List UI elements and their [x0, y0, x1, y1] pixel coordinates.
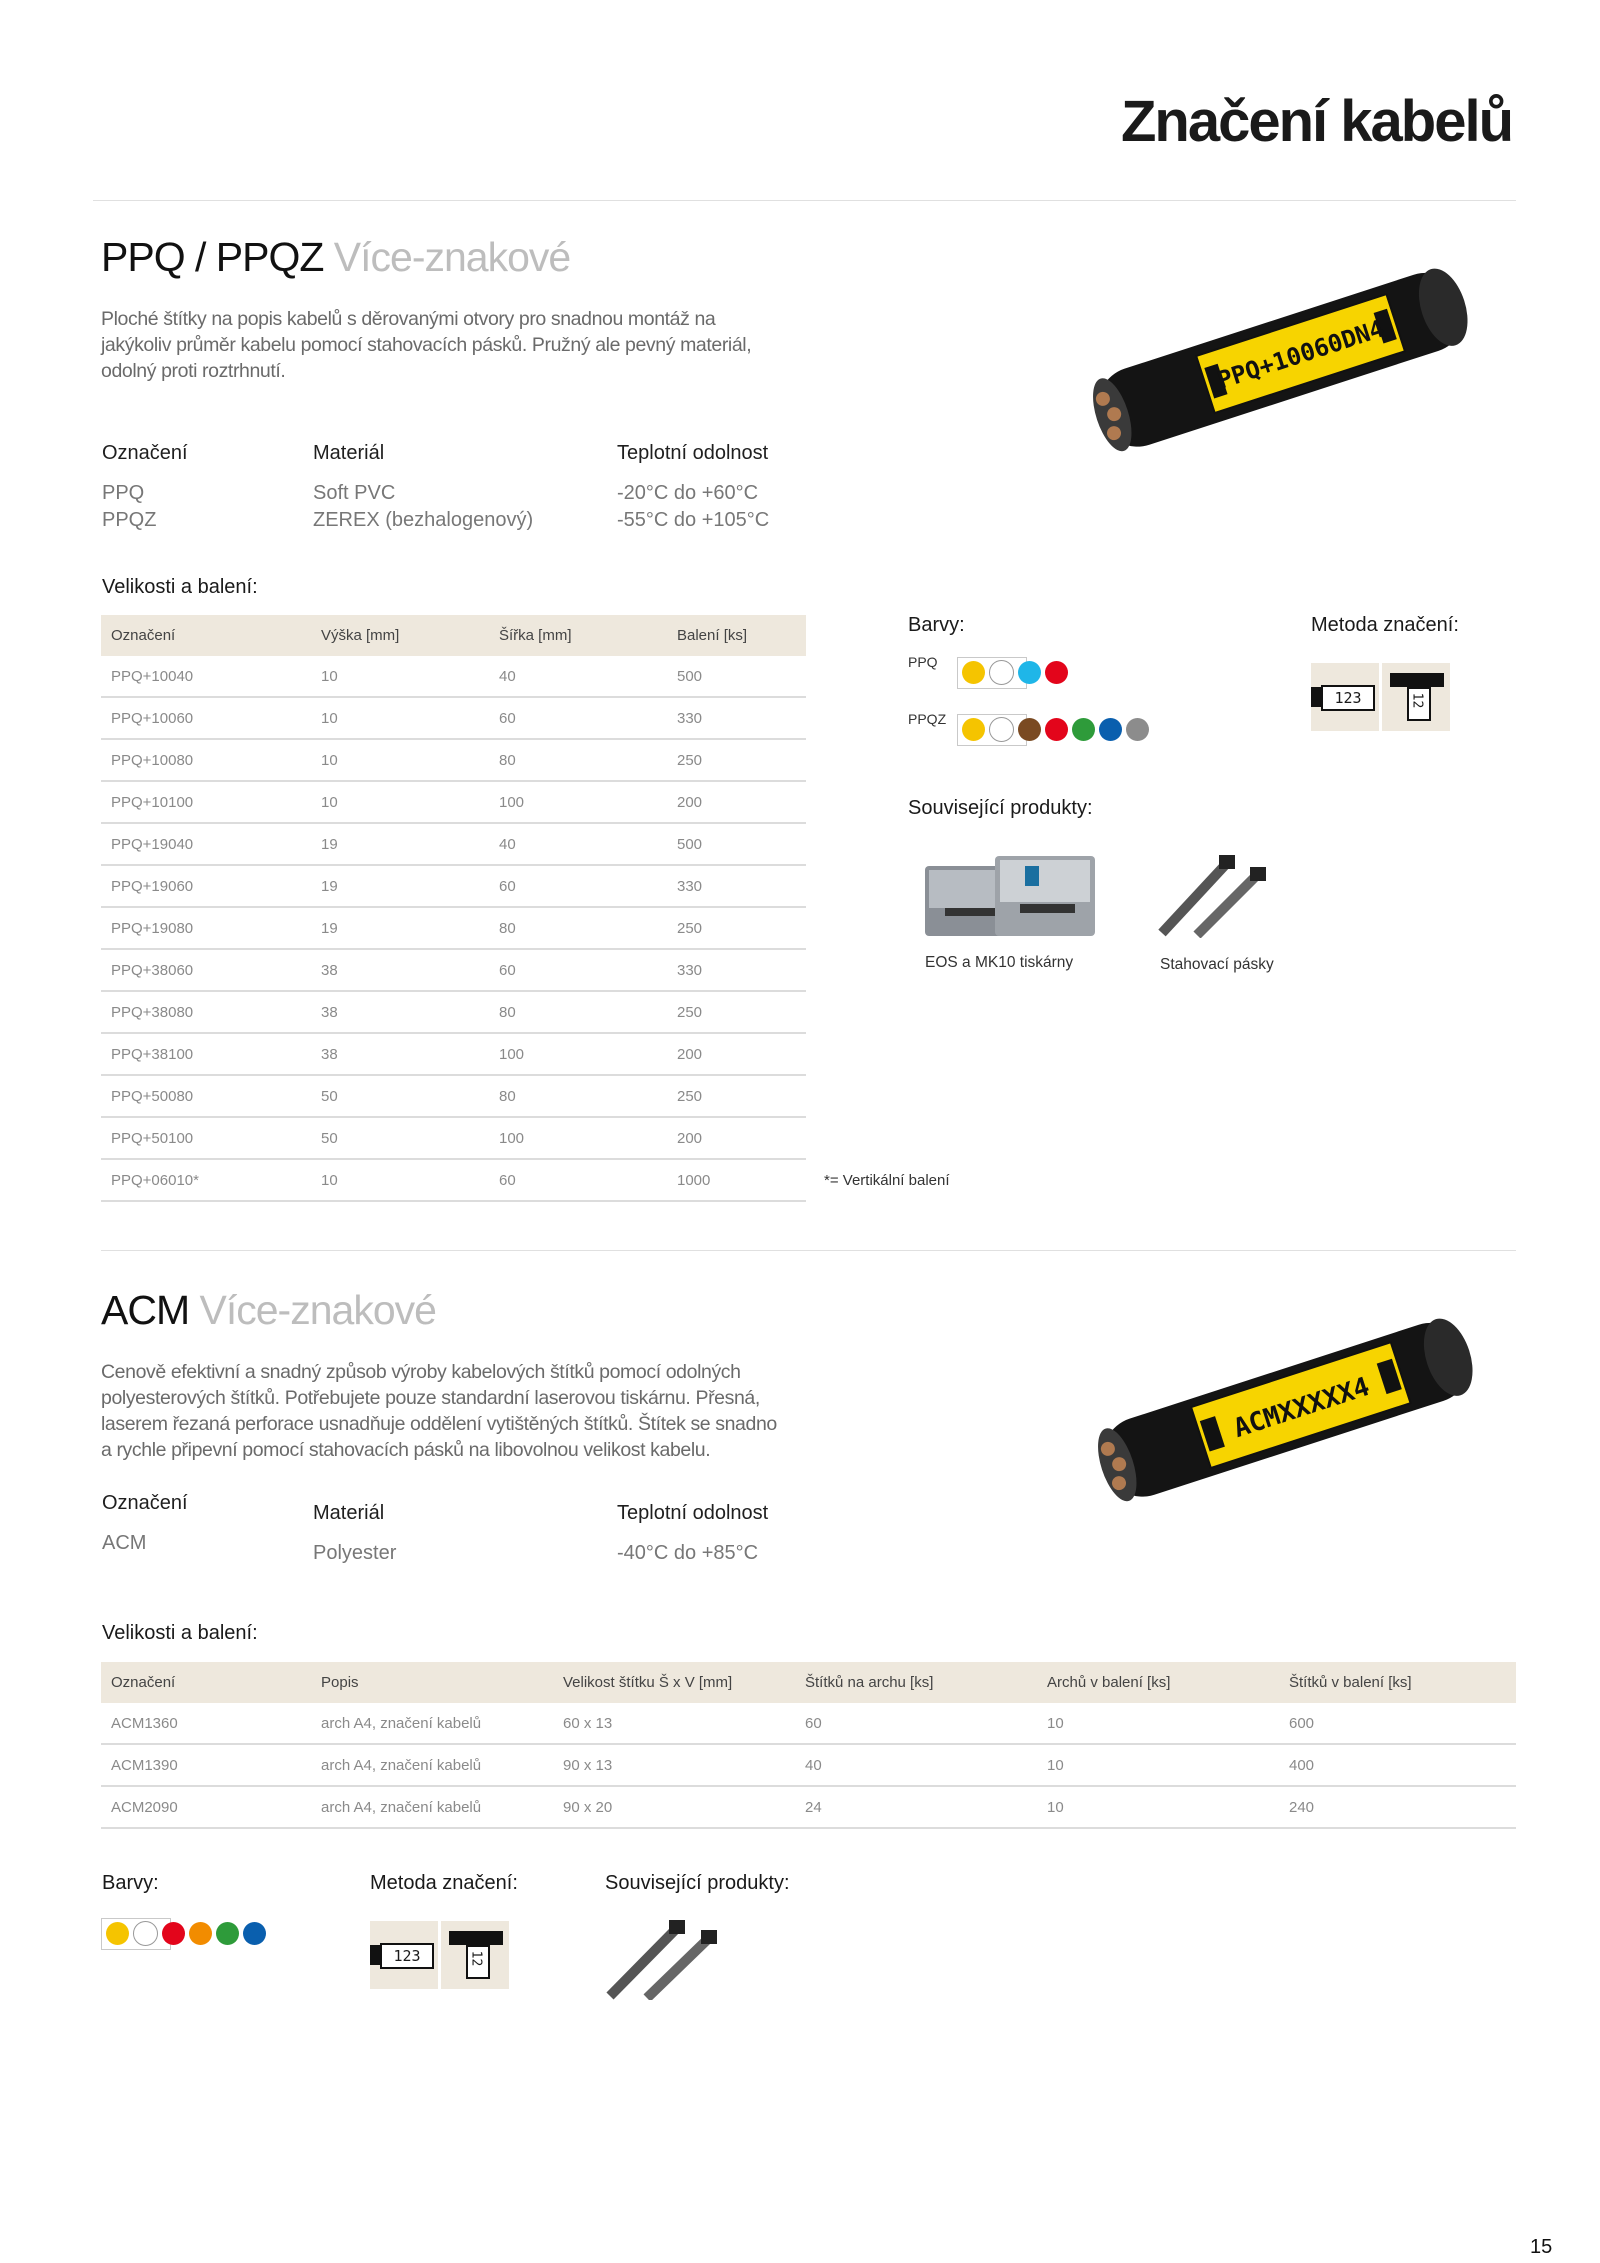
- method-sample: 123: [1321, 685, 1375, 711]
- ppq-description-line: Ploché štítky na popis kabelů s děrovanými otvory pro snadnou montáž na: [101, 308, 716, 330]
- table-cell: 38: [311, 949, 489, 991]
- table-cell: 10: [1037, 1744, 1279, 1786]
- divider: [101, 1250, 1516, 1251]
- acm-description-line: laserem řezaná perforace usnadňuje oddělení vytištěných štítků. Štítek se snadno: [101, 1413, 777, 1435]
- table-cell: 80: [489, 739, 667, 781]
- table-cell: 40: [489, 656, 667, 697]
- color-swatch: [106, 1922, 129, 1945]
- table-cell: 240: [1279, 1786, 1516, 1828]
- table-cell: ACM1360: [101, 1703, 311, 1744]
- ppq-method-title: Metoda značení:: [1311, 614, 1459, 636]
- table-cell: 10: [311, 739, 489, 781]
- color-swatch: [989, 717, 1014, 742]
- table-cell: 200: [667, 1117, 806, 1159]
- divider: [93, 200, 1516, 201]
- table-cell: 10: [311, 1159, 489, 1201]
- printer-image: [925, 848, 1100, 938]
- color-swatch: [1045, 718, 1068, 741]
- table-cell: ACM2090: [101, 1786, 311, 1828]
- table-cell: 200: [667, 781, 806, 823]
- table-cell: 10: [311, 656, 489, 697]
- table-cell: 19: [311, 865, 489, 907]
- table-cell: 400: [1279, 1744, 1516, 1786]
- table-cell: PPQ+38080: [101, 991, 311, 1033]
- table-cell: 330: [667, 865, 806, 907]
- table-cell: 80: [489, 991, 667, 1033]
- table-header-row: [101, 1662, 1516, 1703]
- acm-label-text: ACMXXXXX4: [1230, 1371, 1374, 1445]
- table-row: [101, 656, 806, 697]
- table-cell: 40: [795, 1744, 1037, 1786]
- color-swatch: [162, 1922, 185, 1945]
- spec-value: -20°C do +60°C: [617, 482, 759, 504]
- table-cell: 10: [311, 697, 489, 739]
- related-product-label: EOS a MK10 tiskárny: [925, 954, 1074, 971]
- horizontal-marking-icon: [1311, 663, 1379, 731]
- table-cell: 250: [667, 1075, 806, 1117]
- table-cell: arch A4, značení kabelů: [311, 1786, 553, 1828]
- table-cell: 19: [311, 907, 489, 949]
- table-cell: ACM1390: [101, 1744, 311, 1786]
- table-cell: 50: [311, 1117, 489, 1159]
- color-swatch: [243, 1922, 266, 1945]
- acm-sizes-table: [101, 1662, 1516, 1829]
- color-swatch: [962, 718, 985, 741]
- spec-value: -40°C do +85°C: [617, 1542, 759, 1564]
- color-swatch: [1018, 661, 1041, 684]
- spec-value: Soft PVC: [313, 482, 396, 504]
- table-cell: 60: [489, 865, 667, 907]
- acm-description-line: a rychle připevní pomocí stahovacích pásků na libovolnou velikost kabelu.: [101, 1439, 711, 1461]
- spec-header: Teplotní odolnost: [617, 1502, 769, 1524]
- spec-header: Materiál: [313, 1502, 385, 1524]
- color-swatch: [133, 1921, 158, 1946]
- table-row: [101, 907, 806, 949]
- ppqz-color-label: PPQZ: [908, 711, 947, 727]
- table-row: [101, 991, 806, 1033]
- table-row: [101, 823, 806, 865]
- column-header: Označení: [101, 615, 311, 656]
- color-swatch: [1099, 718, 1122, 741]
- ppq-color-label: PPQ: [908, 654, 938, 670]
- spec-value: PPQ: [102, 482, 145, 504]
- column-header: Výška [mm]: [311, 615, 489, 656]
- spec-value: Polyester: [313, 1542, 397, 1564]
- spec-value: PPQZ: [102, 509, 157, 531]
- spec-values: [617, 480, 769, 534]
- table-cell: 60: [489, 697, 667, 739]
- vertical-marking-icon: [441, 1921, 509, 1989]
- column-header: Šířka [mm]: [489, 615, 667, 656]
- table-row: [101, 1033, 806, 1075]
- table-cell: 19: [311, 823, 489, 865]
- table-cell: PPQ+19080: [101, 907, 311, 949]
- acm-description-line: polyesterových štítků. Potřebujete pouze standardní laserovou tiskárnu. Přesná,: [101, 1387, 760, 1409]
- column-header: Štítků v balení [ks]: [1279, 1662, 1516, 1703]
- table-row: [101, 781, 806, 823]
- column-header: Archů v balení [ks]: [1037, 1662, 1279, 1703]
- color-swatch: [1018, 718, 1041, 741]
- table-cell: 40: [489, 823, 667, 865]
- ppq-sizes-title: Velikosti a balení:: [102, 576, 258, 598]
- acm-tag: Více-znakové: [199, 1287, 436, 1333]
- table-cell: 38: [311, 1033, 489, 1075]
- color-swatch: [962, 661, 985, 684]
- column-header: Štítků na archu [ks]: [795, 1662, 1037, 1703]
- method-sample-rotated: 12: [468, 1950, 484, 1967]
- table-row: [101, 865, 806, 907]
- related-product-label: Stahovací pásky: [1160, 956, 1274, 973]
- ppq-related-title: Související produkty:: [908, 797, 1093, 819]
- ppq-colors-title: Barvy:: [908, 614, 965, 636]
- table-cell: arch A4, značení kabelů: [311, 1703, 553, 1744]
- table-cell: PPQ+38100: [101, 1033, 311, 1075]
- table-cell: 90 x 20: [553, 1786, 795, 1828]
- table-cell: 80: [489, 907, 667, 949]
- table-row: [101, 1117, 806, 1159]
- table-cell: 50: [311, 1075, 489, 1117]
- column-header: Popis: [311, 1662, 553, 1703]
- spec-value: -55°C do +105°C: [617, 509, 770, 531]
- table-cell: 100: [489, 781, 667, 823]
- spec-header: Označení: [102, 442, 188, 464]
- acm-sizes-title: Velikosti a balení:: [102, 1622, 258, 1644]
- table-header-row: [101, 615, 806, 656]
- spec-value: ACM: [102, 1532, 147, 1554]
- table-cell: 250: [667, 907, 806, 949]
- table-cell: 24: [795, 1786, 1037, 1828]
- method-sample-rotated: 12: [1409, 692, 1425, 709]
- table-cell: PPQ+10040: [101, 656, 311, 697]
- color-swatch: [1045, 661, 1068, 684]
- table-cell: 60: [489, 1159, 667, 1201]
- acm-colors-title: Barvy:: [102, 1872, 159, 1894]
- table-cell: 80: [489, 1075, 667, 1117]
- table-cell: PPQ+19060: [101, 865, 311, 907]
- ppq-color-swatches: [962, 660, 1072, 685]
- acm-heading: [101, 1287, 436, 1334]
- ppq-cable-image: [1080, 250, 1480, 460]
- page-number: 15: [1530, 2236, 1553, 2258]
- ppq-label-text: PPQ+10060DN4: [1214, 314, 1388, 395]
- table-row: [101, 1159, 806, 1201]
- acm-color-swatches: [106, 1921, 270, 1946]
- color-swatch: [989, 660, 1014, 685]
- table-cell: 60: [489, 949, 667, 991]
- footnote: *= Vertikální balení: [824, 1172, 950, 1189]
- page-title: Značení kabelů: [1120, 89, 1512, 154]
- acm-method-title: Metoda značení:: [370, 1872, 518, 1894]
- ppq-description-line: odolný proti roztrhnutí.: [101, 360, 286, 382]
- table-cell: PPQ+10080: [101, 739, 311, 781]
- column-header: Velikost štítku Š x V [mm]: [553, 1662, 795, 1703]
- table-cell: PPQ+19040: [101, 823, 311, 865]
- table-cell: PPQ+50100: [101, 1117, 311, 1159]
- horizontal-marking-icon: [370, 1921, 438, 1989]
- table-cell: 10: [311, 781, 489, 823]
- color-swatch: [1072, 718, 1095, 741]
- table-cell: 10: [1037, 1786, 1279, 1828]
- table-cell: PPQ+38060: [101, 949, 311, 991]
- table-cell: 60 x 13: [553, 1703, 795, 1744]
- table-row: [101, 949, 806, 991]
- table-cell: 250: [667, 991, 806, 1033]
- table-row: [101, 1703, 1516, 1744]
- acm-code: ACM: [101, 1287, 190, 1333]
- ppqz-color-swatches: [962, 717, 1153, 742]
- column-header: Balení [ks]: [667, 615, 806, 656]
- table-cell: 330: [667, 697, 806, 739]
- table-cell: arch A4, značení kabelů: [311, 1744, 553, 1786]
- method-sample: 123: [380, 1943, 434, 1969]
- spec-values: [102, 480, 156, 534]
- table-cell: PPQ+50080: [101, 1075, 311, 1117]
- table-row: [101, 1786, 1516, 1828]
- spec-values: [313, 480, 533, 534]
- ppq-code: PPQ / PPQZ: [101, 234, 324, 280]
- table-cell: 10: [1037, 1703, 1279, 1744]
- table-row: [101, 1744, 1516, 1786]
- table-cell: 60: [795, 1703, 1037, 1744]
- table-cell: PPQ+06010*: [101, 1159, 311, 1201]
- acm-related-title: Související produkty:: [605, 1872, 790, 1894]
- table-cell: 330: [667, 949, 806, 991]
- table-cell: 100: [489, 1033, 667, 1075]
- ppq-description: [101, 306, 861, 384]
- table-cell: PPQ+10060: [101, 697, 311, 739]
- ppq-tag: Více-znakové: [333, 234, 571, 280]
- table-cell: 100: [489, 1117, 667, 1159]
- color-swatch: [1126, 718, 1149, 741]
- table-row: [101, 1075, 806, 1117]
- table-cell: 250: [667, 739, 806, 781]
- table-cell: 90 x 13: [553, 1744, 795, 1786]
- color-swatch: [189, 1922, 212, 1945]
- spec-value: ZEREX (bezhalogenový): [313, 509, 534, 531]
- color-swatch: [216, 1922, 239, 1945]
- table-cell: 500: [667, 656, 806, 697]
- acm-cable-image: [1085, 1300, 1485, 1510]
- spec-header: Teplotní odolnost: [617, 442, 769, 464]
- spec-header: Materiál: [313, 442, 385, 464]
- cable-ties-image: [605, 1918, 720, 2000]
- table-cell: 1000: [667, 1159, 806, 1201]
- table-cell: PPQ+10100: [101, 781, 311, 823]
- ppq-sizes-table: [101, 615, 806, 1202]
- ppq-description-line: jakýkoliv průměr kabelu pomocí stahovacích pásků. Pružný ale pevný materiál,: [101, 334, 752, 356]
- table-cell: 600: [1279, 1703, 1516, 1744]
- acm-description-line: Cenově efektivní a snadný způsob výroby kabelových štítků pomocí odolných: [101, 1361, 741, 1383]
- vertical-marking-icon: [1382, 663, 1450, 731]
- acm-description: [101, 1359, 881, 1463]
- cable-ties-image: [1157, 853, 1267, 938]
- ppq-heading: [101, 234, 570, 281]
- column-header: Označení: [101, 1662, 311, 1703]
- table-row: [101, 697, 806, 739]
- table-row: [101, 739, 806, 781]
- spec-header: Označení: [102, 1492, 188, 1514]
- table-cell: 38: [311, 991, 489, 1033]
- table-cell: 500: [667, 823, 806, 865]
- table-cell: 200: [667, 1033, 806, 1075]
